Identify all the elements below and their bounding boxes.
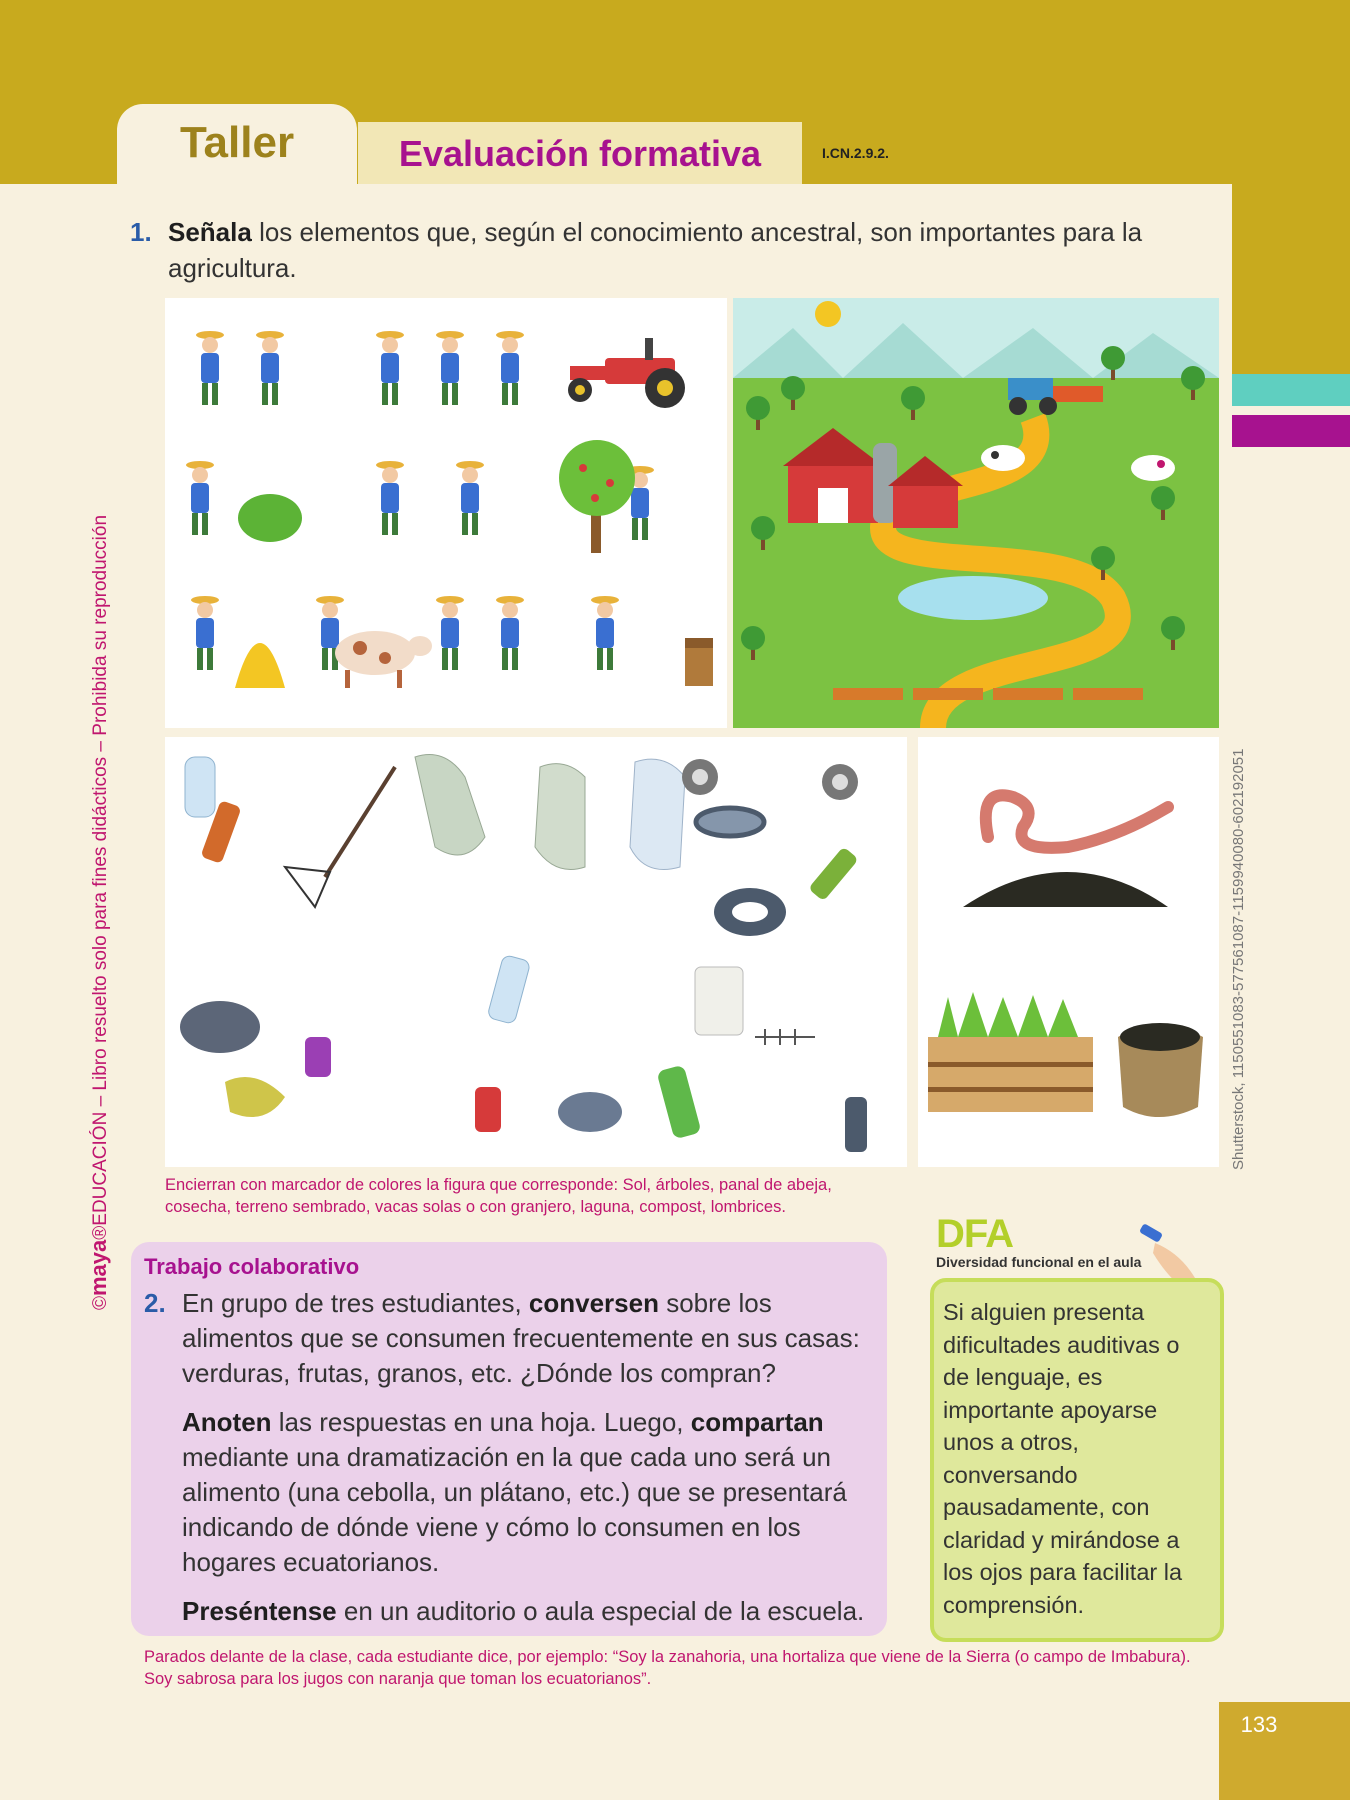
waste-items-image <box>165 737 907 1167</box>
right-margin-band <box>1232 184 1350 374</box>
earthworm-icon <box>986 795 1168 848</box>
copyright-symbol: © <box>90 1296 111 1310</box>
question-2-paragraph-1: En grupo de tres estudiantes, conversen sobre los alimentos que se consumen frecuentemente en sus casas: verduras, frutas, granos, etc. ¿Dónde los compran? <box>182 1288 860 1388</box>
question-text: los elementos que, según el conocimiento ancestral, son importantes para la agricultura. <box>168 217 1143 283</box>
fish-bone-icon <box>755 1029 815 1045</box>
beehive-icon <box>685 638 713 686</box>
tire-icon <box>558 1092 622 1132</box>
wheel-icon <box>822 764 858 800</box>
plastic-bag-icon <box>415 755 485 856</box>
farmer-icon <box>376 331 404 405</box>
teacher-note-2: Parados delante de la clase, cada estudiante dice, por ejemplo: “Soy la zanahoria, una hortaliza que viene de la Sierra (o campo de Imbabura). Soy sabrosa para los jugos con naranja que toman los ecuatorianos”. <box>144 1648 1191 1688</box>
haystack-icon <box>235 643 285 688</box>
farmer-icon <box>436 596 464 670</box>
question-2 <box>144 1286 872 1643</box>
tree-icon <box>746 396 770 430</box>
question-number: 1. <box>130 217 152 247</box>
plastic-bag-icon <box>535 764 585 870</box>
spray-bottle-icon <box>475 1087 501 1132</box>
brand-logo: maya <box>86 1239 111 1296</box>
dfa-title: DFA <box>936 1212 1013 1256</box>
farmer-icon <box>496 596 524 670</box>
barn-icon <box>888 456 963 528</box>
question-1 <box>130 214 1190 286</box>
plastic-bag-icon <box>630 759 685 869</box>
image-credit: Shutterstock, 1150551083-577561087-1159940080-602192051 <box>1230 748 1247 1170</box>
wheel-icon <box>682 759 718 795</box>
question-2-paragraph-3: Preséntense en un auditorio o aula especial de la escuela. <box>182 1596 865 1626</box>
tree-icon <box>1181 366 1205 400</box>
farmer-icon <box>191 596 219 670</box>
registered-symbol: ® <box>90 1225 111 1240</box>
collaborative-work-title: Trabajo colaborativo <box>144 1254 360 1279</box>
cow-icon <box>335 631 432 688</box>
cow-icon <box>1131 455 1175 481</box>
teal-accent-strip <box>1232 374 1350 406</box>
teacher-note-1: Encierran con marcador de colores la figura que corresponde: Sol, árboles, panal de abeja, cosecha, terreno sembrado, vacas solas o con granjero, laguna, compost, lombrices. <box>165 1176 832 1216</box>
tree-icon <box>1151 486 1175 520</box>
plastic-container-icon <box>695 967 743 1035</box>
side-notice-text: EDUCACIÓN – Libro resuelto solo para fines didácticos – Prohibida su reproducción <box>90 514 111 1226</box>
compost-image <box>918 737 1219 1167</box>
dfa-text: Si alguien presenta dificultades auditivas o de lenguaje, es importante apoyarse unos a otros, conversando pausadamente, con claridad y mirándose a los ojos para facilitar la comprensión. <box>943 1299 1183 1618</box>
tree-icon <box>1161 616 1185 650</box>
rake-icon <box>285 767 395 907</box>
cup-icon <box>845 1097 867 1152</box>
farmer-icon <box>376 461 404 535</box>
question-number: 2. <box>144 1288 166 1318</box>
cow-icon <box>981 445 1025 471</box>
taller-label: Taller <box>179 118 295 167</box>
glass-bottle-icon <box>808 846 859 901</box>
plastic-bag-icon <box>225 1077 285 1117</box>
farm-activities-image <box>165 298 727 728</box>
tire-icon <box>180 1001 260 1053</box>
sun-icon <box>815 301 841 327</box>
spray-bottle-icon <box>305 1037 331 1077</box>
compost-pile-icon <box>963 872 1168 907</box>
tire-icon <box>714 888 786 936</box>
farmer-icon <box>456 461 484 535</box>
tree-icon <box>741 626 765 660</box>
dfa-subtitle: Diversidad funcional en el aula <box>936 1254 1142 1270</box>
farmer-icon <box>186 461 214 535</box>
farm-landscape-image <box>733 298 1219 728</box>
farmer-icon <box>436 331 464 405</box>
question-2-paragraph-2: Anoten las respuestas en una hoja. Luego, compartan mediante una dramatización en la que cada uno será un alimento (una cebolla, un plátano, etc.) que se presentará indicando de dónde viene y cómo lo consumen en los hogares ecuatorianos. <box>182 1407 847 1577</box>
farmer-icon <box>591 596 619 670</box>
magenta-accent-strip <box>1232 415 1350 447</box>
tree-icon <box>781 376 805 410</box>
farmer-icon <box>256 331 284 405</box>
plastic-bottle-icon <box>487 954 531 1024</box>
tree-icon <box>751 516 775 550</box>
farmer-icon <box>496 331 524 405</box>
indicator-code: I.CN.2.9.2. <box>822 145 889 161</box>
section-title: Evaluación formativa <box>398 133 762 174</box>
side-notice <box>86 515 112 1310</box>
farmer-icon <box>196 331 224 405</box>
apple-tree-icon <box>559 440 635 553</box>
compost-sack-icon <box>1118 1023 1203 1117</box>
tire-icon <box>696 808 764 836</box>
pond-icon <box>898 576 1048 620</box>
barn-icon <box>783 428 883 523</box>
plastic-bottle-icon <box>656 1065 701 1140</box>
tractor-icon <box>1008 378 1103 415</box>
bush-icon <box>238 494 302 542</box>
page-number: 133 <box>1240 1712 1278 1737</box>
tree-icon <box>901 386 925 420</box>
question-verb: Señala <box>168 217 252 247</box>
planter-box-icon <box>928 992 1093 1112</box>
tractor-icon <box>568 338 685 408</box>
plastic-bottle-icon <box>185 757 215 817</box>
